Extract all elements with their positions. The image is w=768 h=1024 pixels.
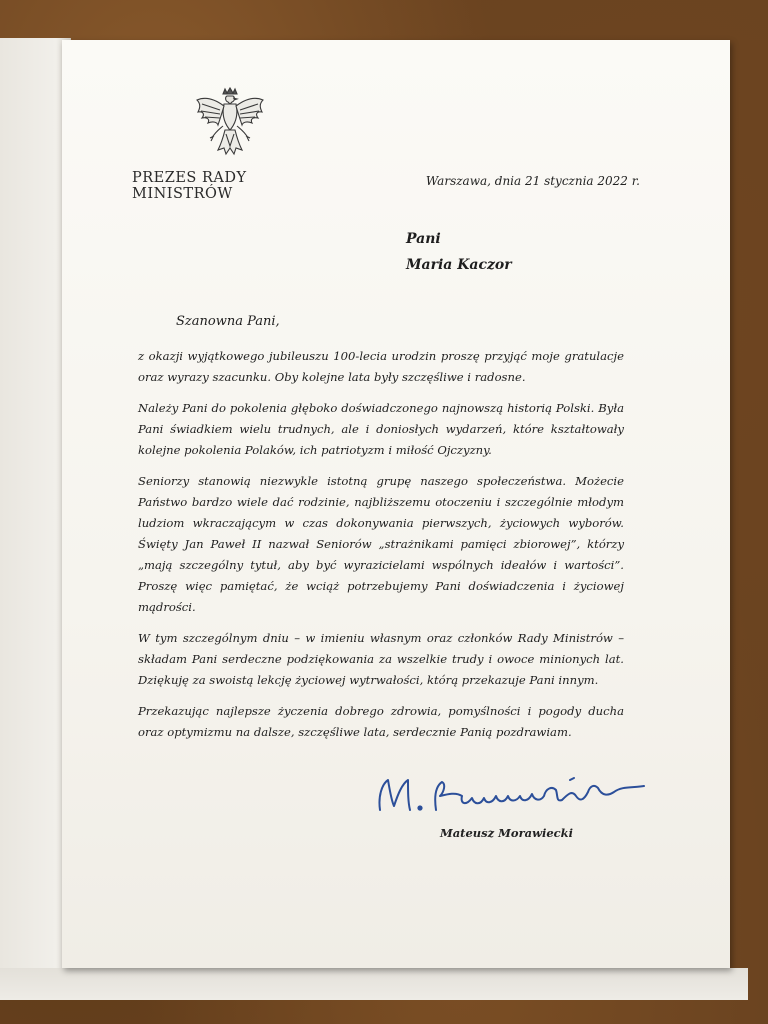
addressee-name: Maria Kaczor [406,257,512,273]
folder-left-page [0,38,71,1000]
salutation: Szanowna Pani, [176,314,280,329]
paragraph: Przekazując najlepsze życzenia dobrego zdrowia, pomyślności i pogody ducha oraz optymizmu na dalsze, szczęśliwe lata, serdecznie Panią pozdrawiam. [138,704,624,739]
paragraph: Seniorzy stanowią niezwykle istotną grupę naszego społeczeństwa. Możecie Państwo bardzo wiele dać rodzinie, najbliższemu otoczeniu i szczególnie młodym ludziom wkraczającym w czas dokonywania pierwszych, życiowych wyborów. Święty Jan Paweł II nazwał Seniorów „strażnikami pamięci zbiorowej”, którzy „mają szczególny tytuł, aby być wyrazicielami wspólnych ideałów i wartości”. Proszę więc pamiętać, że wciąż potrzebujemy Pani doświadczenia i życiowej mądrości. [138,474,624,614]
folder-bottom-edge [0,968,748,1000]
letter-date: Warszawa, dnia 21 stycznia 2022 r. [425,174,640,188]
white-eagle-emblem-icon [192,86,268,160]
addressee-line-1: Pani [406,231,441,247]
paragraph: Należy Pani do pokolenia głęboko doświadczonego najnowszą historią Polski. Była Pani świadkiem wielu trudnych, ale i doniosłych wydarzeń, które kształtowały kolejne pokolenia Polaków, ich patriotyzm i miłość Ojczyzny. [138,401,624,457]
paragraph: W tym szczególnym dniu – w imieniu własnym oraz członków Rady Ministrów – składam Pani serdeczne podziękowania za wszelkie trudy i owoce minionych lat. Dziękuję za swoistą lekcję życiowej wytrwałości, którą przekazuje Pani innym. [138,631,624,687]
paragraph: z okazji wyjątkowego jubileuszu 100-lecia urodzin proszę przyjąć moje gratulacje oraz wyrazy szacunku. Oby kolejne lata były szczęśliwe i radosne. [138,349,624,384]
signer-name: Mateusz Morawiecki [440,826,574,840]
handwritten-signature [370,766,660,820]
letter-body [138,346,624,753]
addressee-block [406,226,646,278]
office-title: PREZES RADY MINISTRÓW [132,170,247,202]
